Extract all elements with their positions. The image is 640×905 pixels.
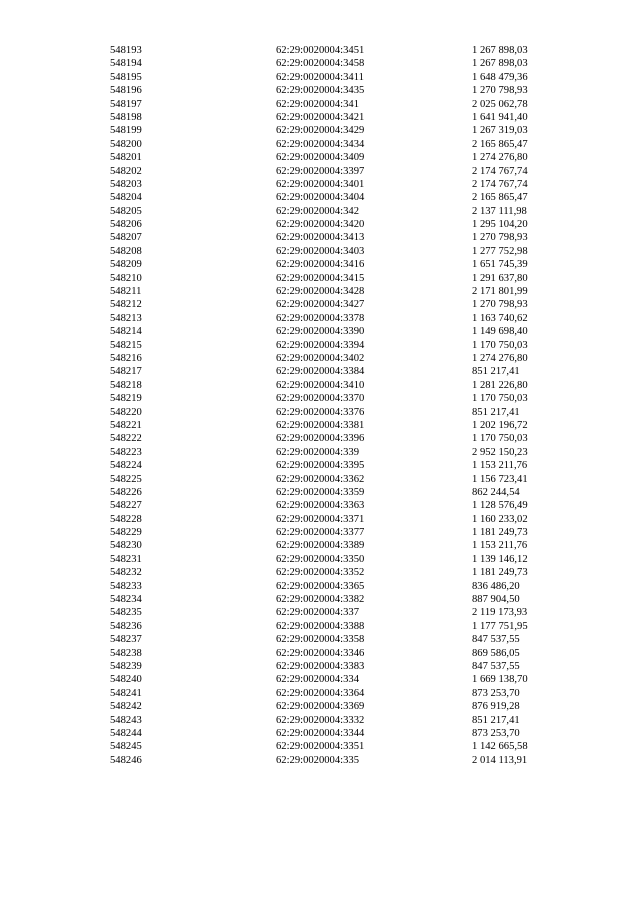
cadastral-number: 62:29:0020004:3382 — [276, 594, 365, 606]
cadastral-value: 1 274 276,80 — [472, 152, 528, 164]
row-number: 548208 — [110, 245, 142, 257]
cadastral-value: 1 153 211,76 — [472, 540, 528, 552]
cadastral-value: 873 253,70 — [472, 727, 520, 739]
row-number: 548225 — [110, 473, 142, 485]
cadastral-value: 1 270 798,93 — [472, 299, 528, 311]
row-number: 548234 — [110, 594, 142, 606]
cadastral-value: 1 170 750,03 — [472, 339, 528, 351]
cadastral-number: 62:29:0020004:3394 — [276, 339, 365, 351]
cadastral-number: 62:29:0020004:3363 — [276, 500, 365, 512]
row-number: 548207 — [110, 232, 142, 244]
row-number: 548202 — [110, 165, 142, 177]
row-number: 548222 — [110, 433, 142, 445]
table-row — [0, 98, 640, 111]
row-number: 548206 — [110, 219, 142, 231]
table-row — [0, 593, 640, 606]
cadastral-value: 1 139 146,12 — [472, 553, 528, 565]
table-row — [0, 151, 640, 164]
cadastral-number: 62:29:0020004:3388 — [276, 620, 365, 632]
table-row — [0, 499, 640, 512]
cadastral-number: 62:29:0020004:3413 — [276, 232, 365, 244]
cadastral-number: 62:29:0020004:3350 — [276, 553, 365, 565]
cadastral-number: 62:29:0020004:3362 — [276, 473, 365, 485]
row-number: 548197 — [110, 98, 142, 110]
cadastral-number: 62:29:0020004:3396 — [276, 433, 365, 445]
cadastral-value: 1 291 637,80 — [472, 272, 528, 284]
cadastral-number: 62:29:0020004:3435 — [276, 85, 365, 97]
cadastral-number: 62:29:0020004:3364 — [276, 687, 365, 699]
row-number: 548199 — [110, 125, 142, 137]
row-number: 548218 — [110, 379, 142, 391]
table-row — [0, 84, 640, 97]
row-number: 548205 — [110, 205, 142, 217]
cadastral-value: 1 177 751,95 — [472, 620, 528, 632]
table-row — [0, 740, 640, 753]
cadastral-value: 876 919,28 — [472, 701, 520, 713]
row-number: 548223 — [110, 446, 142, 458]
row-number: 548226 — [110, 486, 142, 498]
cadastral-value: 1 295 104,20 — [472, 219, 528, 231]
cadastral-number: 62:29:0020004:3351 — [276, 741, 365, 753]
cadastral-number: 62:29:0020004:3421 — [276, 111, 365, 123]
cadastral-value: 2 174 767,74 — [472, 165, 528, 177]
table-row — [0, 339, 640, 352]
row-number: 548200 — [110, 138, 142, 150]
row-number: 548227 — [110, 500, 142, 512]
table-row — [0, 633, 640, 646]
cadastral-number: 62:29:0020004:3401 — [276, 178, 365, 190]
cadastral-value: 1 267 898,03 — [472, 58, 528, 70]
cadastral-value: 2 119 173,93 — [472, 607, 528, 619]
table-row — [0, 111, 640, 124]
table-row — [0, 700, 640, 713]
cadastral-value: 1 170 750,03 — [472, 393, 528, 405]
cadastral-number: 62:29:0020004:3428 — [276, 286, 365, 298]
cadastral-number: 62:29:0020004:3416 — [276, 259, 365, 271]
cadastral-number: 62:29:0020004:3377 — [276, 527, 365, 539]
table-row — [0, 124, 640, 137]
cadastral-number: 62:29:0020004:3434 — [276, 138, 365, 150]
table-row — [0, 365, 640, 378]
cadastral-number: 62:29:0020004:3371 — [276, 513, 365, 525]
table-row — [0, 245, 640, 258]
cadastral-value: 1 153 211,76 — [472, 460, 528, 472]
table-row — [0, 392, 640, 405]
cadastral-value: 1 267 319,03 — [472, 125, 528, 137]
cadastral-number: 62:29:0020004:3344 — [276, 727, 365, 739]
cadastral-number: 62:29:0020004:339 — [276, 446, 359, 458]
cadastral-value: 1 274 276,80 — [472, 352, 528, 364]
row-number: 548220 — [110, 406, 142, 418]
row-number: 548215 — [110, 339, 142, 351]
cadastral-value: 1 202 196,72 — [472, 419, 528, 431]
table-row — [0, 285, 640, 298]
row-number: 548194 — [110, 58, 142, 70]
cadastral-value: 1 163 740,62 — [472, 312, 528, 324]
table-row — [0, 352, 640, 365]
cadastral-value: 851 217,41 — [472, 406, 520, 418]
cadastral-value: 1 270 798,93 — [472, 85, 528, 97]
table-row — [0, 647, 640, 660]
cadastral-value: 2 014 113,91 — [472, 754, 528, 766]
row-number: 548212 — [110, 299, 142, 311]
cadastral-number: 62:29:0020004:3427 — [276, 299, 365, 311]
table-row — [0, 513, 640, 526]
table-row — [0, 473, 640, 486]
cadastral-value: 887 904,50 — [472, 594, 520, 606]
row-number: 548204 — [110, 192, 142, 204]
cadastral-value: 1 149 698,40 — [472, 326, 528, 338]
cadastral-number: 62:29:0020004:3370 — [276, 393, 365, 405]
row-number: 548232 — [110, 567, 142, 579]
table-row — [0, 165, 640, 178]
cadastral-value: 1 181 249,73 — [472, 527, 528, 539]
cadastral-value: 1 651 745,39 — [472, 259, 528, 271]
cadastral-value: 1 270 798,93 — [472, 232, 528, 244]
cadastral-number: 62:29:0020004:3451 — [276, 45, 365, 56]
cadastral-value: 1 641 941,40 — [472, 111, 528, 123]
table-row — [0, 660, 640, 673]
table-row — [0, 620, 640, 633]
cadastral-value: 1 170 750,03 — [472, 433, 528, 445]
row-number: 548211 — [110, 286, 142, 298]
row-number: 548239 — [110, 660, 142, 672]
cadastral-value: 2 165 865,47 — [472, 138, 528, 150]
cadastral-value: 1 267 898,03 — [472, 45, 528, 56]
row-number: 548242 — [110, 701, 142, 713]
cadastral-number: 62:29:0020004:3384 — [276, 366, 365, 378]
table-row — [0, 687, 640, 700]
table-row — [0, 325, 640, 338]
cadastral-number: 62:29:0020004:3376 — [276, 406, 365, 418]
cadastral-number: 62:29:0020004:3346 — [276, 647, 365, 659]
cadastral-value: 2 171 801,99 — [472, 286, 528, 298]
cadastral-number: 62:29:0020004:3397 — [276, 165, 365, 177]
row-number: 548195 — [110, 71, 142, 83]
cadastral-number: 62:29:0020004:342 — [276, 205, 359, 217]
row-number: 548240 — [110, 674, 142, 686]
table-row — [0, 218, 640, 231]
table-row — [0, 258, 640, 271]
table-row — [0, 714, 640, 727]
cadastral-number: 62:29:0020004:3415 — [276, 272, 365, 284]
table-row — [0, 459, 640, 472]
row-number: 548209 — [110, 259, 142, 271]
cadastral-value: 869 586,05 — [472, 647, 520, 659]
row-number: 548246 — [110, 754, 142, 766]
cadastral-value: 2 174 767,74 — [472, 178, 528, 190]
cadastral-value: 836 486,20 — [472, 580, 520, 592]
cadastral-number: 62:29:0020004:3411 — [276, 71, 364, 83]
cadastral-number: 62:29:0020004:3404 — [276, 192, 365, 204]
row-number: 548230 — [110, 540, 142, 552]
row-number: 548243 — [110, 714, 142, 726]
row-number: 548244 — [110, 727, 142, 739]
cadastral-number: 62:29:0020004:3359 — [276, 486, 365, 498]
row-number: 548213 — [110, 312, 142, 324]
cadastral-number: 62:29:0020004:3369 — [276, 701, 365, 713]
table-row — [0, 432, 640, 445]
cadastral-value: 2 025 062,78 — [472, 98, 528, 110]
table-row — [0, 539, 640, 552]
row-number: 548217 — [110, 366, 142, 378]
row-number: 548236 — [110, 620, 142, 632]
cadastral-value: 1 281 226,80 — [472, 379, 528, 391]
table-row — [0, 526, 640, 539]
cadastral-number: 62:29:0020004:3429 — [276, 125, 365, 137]
cadastral-value: 1 669 138,70 — [472, 674, 528, 686]
cadastral-value: 1 142 665,58 — [472, 741, 528, 753]
cadastral-value: 851 217,41 — [472, 714, 520, 726]
cadastral-number: 62:29:0020004:3458 — [276, 58, 365, 70]
cadastral-number: 62:29:0020004:3389 — [276, 540, 365, 552]
row-number: 548219 — [110, 393, 142, 405]
cadastral-value: 862 244,54 — [472, 486, 520, 498]
row-number: 548235 — [110, 607, 142, 619]
row-number: 548198 — [110, 111, 142, 123]
cadastral-value: 1 277 752,98 — [472, 245, 528, 257]
cadastral-number: 62:29:0020004:335 — [276, 754, 359, 766]
table-row — [0, 446, 640, 459]
cadastral-value: 851 217,41 — [472, 366, 520, 378]
cadastral-value: 1 156 723,41 — [472, 473, 528, 485]
cadastral-value: 2 165 865,47 — [472, 192, 528, 204]
cadastral-number: 62:29:0020004:3358 — [276, 634, 365, 646]
cadastral-number: 62:29:0020004:3352 — [276, 567, 365, 579]
row-number: 548229 — [110, 527, 142, 539]
cadastral-number: 62:29:0020004:3365 — [276, 580, 365, 592]
table-row — [0, 191, 640, 204]
table-row — [0, 727, 640, 740]
cadastral-number: 62:29:0020004:3420 — [276, 219, 365, 231]
table-row — [0, 231, 640, 244]
cadastral-number: 62:29:0020004:3410 — [276, 379, 365, 391]
row-number: 548233 — [110, 580, 142, 592]
cadastral-value: 1 160 233,02 — [472, 513, 528, 525]
row-number: 548238 — [110, 647, 142, 659]
data-table — [0, 44, 640, 767]
row-number: 548193 — [110, 45, 142, 56]
table-row — [0, 57, 640, 70]
cadastral-number: 62:29:0020004:3381 — [276, 419, 365, 431]
table-row — [0, 580, 640, 593]
table-row — [0, 44, 640, 57]
cadastral-number: 62:29:0020004:3395 — [276, 460, 365, 472]
row-number: 548245 — [110, 741, 142, 753]
row-number: 548201 — [110, 152, 142, 164]
table-row — [0, 71, 640, 84]
cadastral-number: 62:29:0020004:3403 — [276, 245, 365, 257]
table-row — [0, 419, 640, 432]
cadastral-number: 62:29:0020004:334 — [276, 674, 359, 686]
cadastral-value: 847 537,55 — [472, 660, 520, 672]
cadastral-value: 1 128 576,49 — [472, 500, 528, 512]
row-number: 548196 — [110, 85, 142, 97]
cadastral-number: 62:29:0020004:3390 — [276, 326, 365, 338]
table-row — [0, 673, 640, 686]
table-row — [0, 553, 640, 566]
table-row — [0, 486, 640, 499]
cadastral-value: 2 137 111,98 — [472, 205, 527, 217]
row-number: 548224 — [110, 460, 142, 472]
table-row — [0, 606, 640, 619]
table-row — [0, 272, 640, 285]
cadastral-number: 62:29:0020004:3332 — [276, 714, 365, 726]
table-row — [0, 298, 640, 311]
row-number: 548214 — [110, 326, 142, 338]
cadastral-number: 62:29:0020004:3378 — [276, 312, 365, 324]
row-number: 548210 — [110, 272, 142, 284]
table-row — [0, 138, 640, 151]
cadastral-number: 62:29:0020004:341 — [276, 98, 359, 110]
table-row — [0, 312, 640, 325]
cadastral-number: 62:29:0020004:3402 — [276, 352, 365, 364]
cadastral-number: 62:29:0020004:3409 — [276, 152, 365, 164]
cadastral-number: 62:29:0020004:337 — [276, 607, 359, 619]
row-number: 548203 — [110, 178, 142, 190]
cadastral-value: 873 253,70 — [472, 687, 520, 699]
cadastral-value: 1 648 479,36 — [472, 71, 528, 83]
row-number: 548241 — [110, 687, 142, 699]
cadastral-value: 1 181 249,73 — [472, 567, 528, 579]
row-number: 548216 — [110, 352, 142, 364]
table-row — [0, 379, 640, 392]
row-number: 548237 — [110, 634, 142, 646]
row-number: 548231 — [110, 553, 142, 565]
table-row — [0, 205, 640, 218]
cadastral-value: 847 537,55 — [472, 634, 520, 646]
table-row — [0, 566, 640, 579]
table-row — [0, 406, 640, 419]
row-number: 548228 — [110, 513, 142, 525]
cadastral-value: 2 952 150,23 — [472, 446, 528, 458]
cadastral-number: 62:29:0020004:3383 — [276, 660, 365, 672]
table-row — [0, 178, 640, 191]
row-number: 548221 — [110, 419, 142, 431]
table-row — [0, 754, 640, 767]
